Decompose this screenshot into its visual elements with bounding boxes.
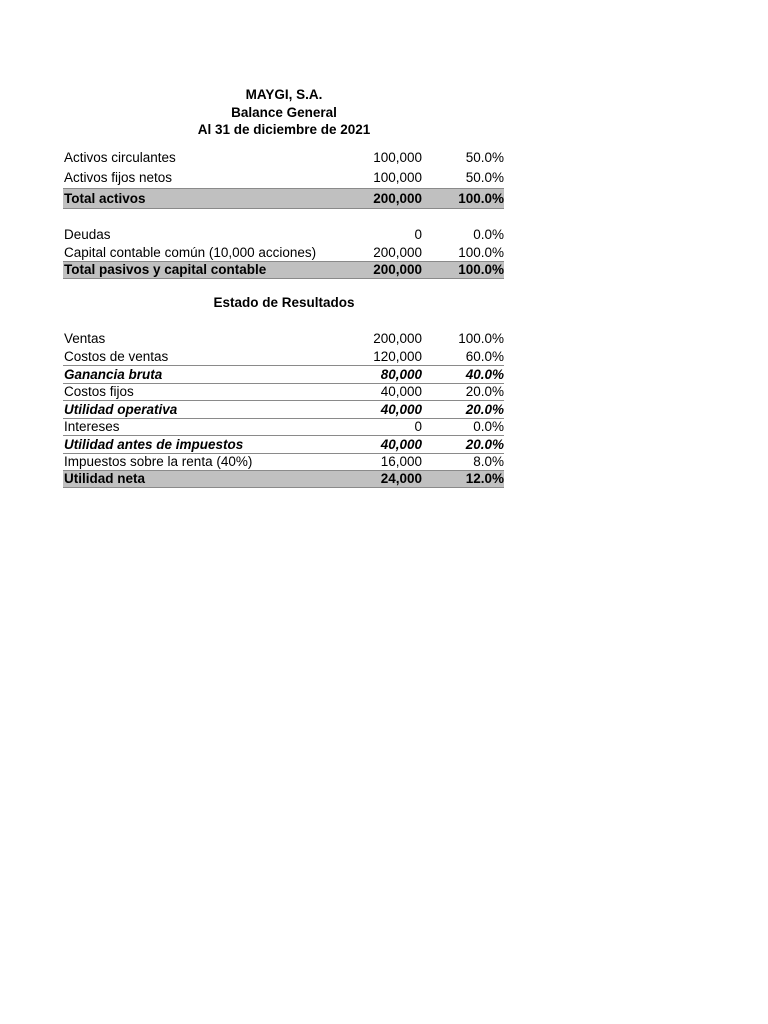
row-label: Capital contable común (10,000 acciones) <box>64 244 317 260</box>
row-percent: 100.0% <box>458 331 504 347</box>
report-title: Balance General <box>231 104 337 120</box>
row-percent: 12.0% <box>465 471 504 487</box>
row-amount: 200,000 <box>373 331 422 347</box>
row-amount: 100,000 <box>373 170 422 186</box>
row-percent: 100.0% <box>458 244 504 260</box>
row-label: Activos fijos netos <box>64 170 173 186</box>
row-label: Deudas <box>64 227 111 243</box>
row-percent: 0.0% <box>473 419 504 435</box>
row-percent: 60.0% <box>465 348 504 364</box>
row-amount: 0 <box>414 419 422 435</box>
pretax-income-row <box>63 435 504 453</box>
balance-row <box>63 226 504 244</box>
balance-row <box>63 147 504 168</box>
row-label: Total activos <box>64 191 146 206</box>
row-amount: 200,000 <box>373 244 422 260</box>
balance-sheet-table <box>63 147 504 279</box>
net-income-row <box>63 470 504 488</box>
report-date: Al 31 de diciembre de 2021 <box>197 122 371 137</box>
row-amount: 120,000 <box>373 348 422 364</box>
row-percent: 20.0% <box>465 436 504 452</box>
row-label: Activos circulantes <box>64 149 176 165</box>
row-amount: 40,000 <box>380 436 422 452</box>
operating-income-row <box>63 400 504 418</box>
total-liabilities-row <box>63 261 504 279</box>
report-header <box>64 86 504 139</box>
row-amount: 200,000 <box>373 191 422 206</box>
row-label: Costos de ventas <box>64 348 169 364</box>
row-amount: 200,000 <box>373 262 422 278</box>
income-row <box>63 453 504 471</box>
row-percent: 40.0% <box>465 366 504 382</box>
row-label: Costos fijos <box>64 384 134 400</box>
income-row <box>63 348 504 366</box>
income-statement-title: Estado de Resultados <box>213 295 355 310</box>
row-percent: 8.0% <box>473 454 504 470</box>
row-amount: 40,000 <box>380 401 422 417</box>
row-percent: 0.0% <box>473 227 504 243</box>
row-percent: 50.0% <box>465 149 504 165</box>
row-label: Total pasivos y capital contable <box>64 262 267 278</box>
row-label: Utilidad operativa <box>64 401 178 417</box>
row-amount: 80,000 <box>380 366 422 382</box>
gross-profit-row <box>63 365 504 383</box>
row-label: Utilidad antes de impuestos <box>64 436 244 452</box>
row-label: Impuestos sobre la renta (40%) <box>64 454 253 470</box>
row-label: Ventas <box>64 331 106 347</box>
row-percent: 100.0% <box>458 262 504 278</box>
row-amount: 16,000 <box>380 454 422 470</box>
row-amount: 24,000 <box>380 471 422 487</box>
company-name: MAYGI, S.A. <box>245 87 323 102</box>
income-statement-table <box>63 330 504 488</box>
row-amount: 0 <box>414 227 422 243</box>
balance-row <box>63 244 504 262</box>
row-amount: 40,000 <box>380 384 422 400</box>
row-percent: 50.0% <box>465 170 504 186</box>
row-percent: 20.0% <box>465 401 504 417</box>
row-label: Intereses <box>64 419 120 435</box>
row-label: Ganancia bruta <box>64 366 163 382</box>
row-label: Utilidad neta <box>64 471 146 487</box>
row-percent: 100.0% <box>458 191 504 206</box>
income-row <box>63 330 504 348</box>
total-assets-row <box>63 188 504 209</box>
income-row <box>63 383 504 401</box>
income-row <box>63 418 504 436</box>
row-percent: 20.0% <box>465 384 504 400</box>
balance-row <box>63 168 504 189</box>
spacer <box>63 209 504 226</box>
row-amount: 100,000 <box>373 149 422 165</box>
